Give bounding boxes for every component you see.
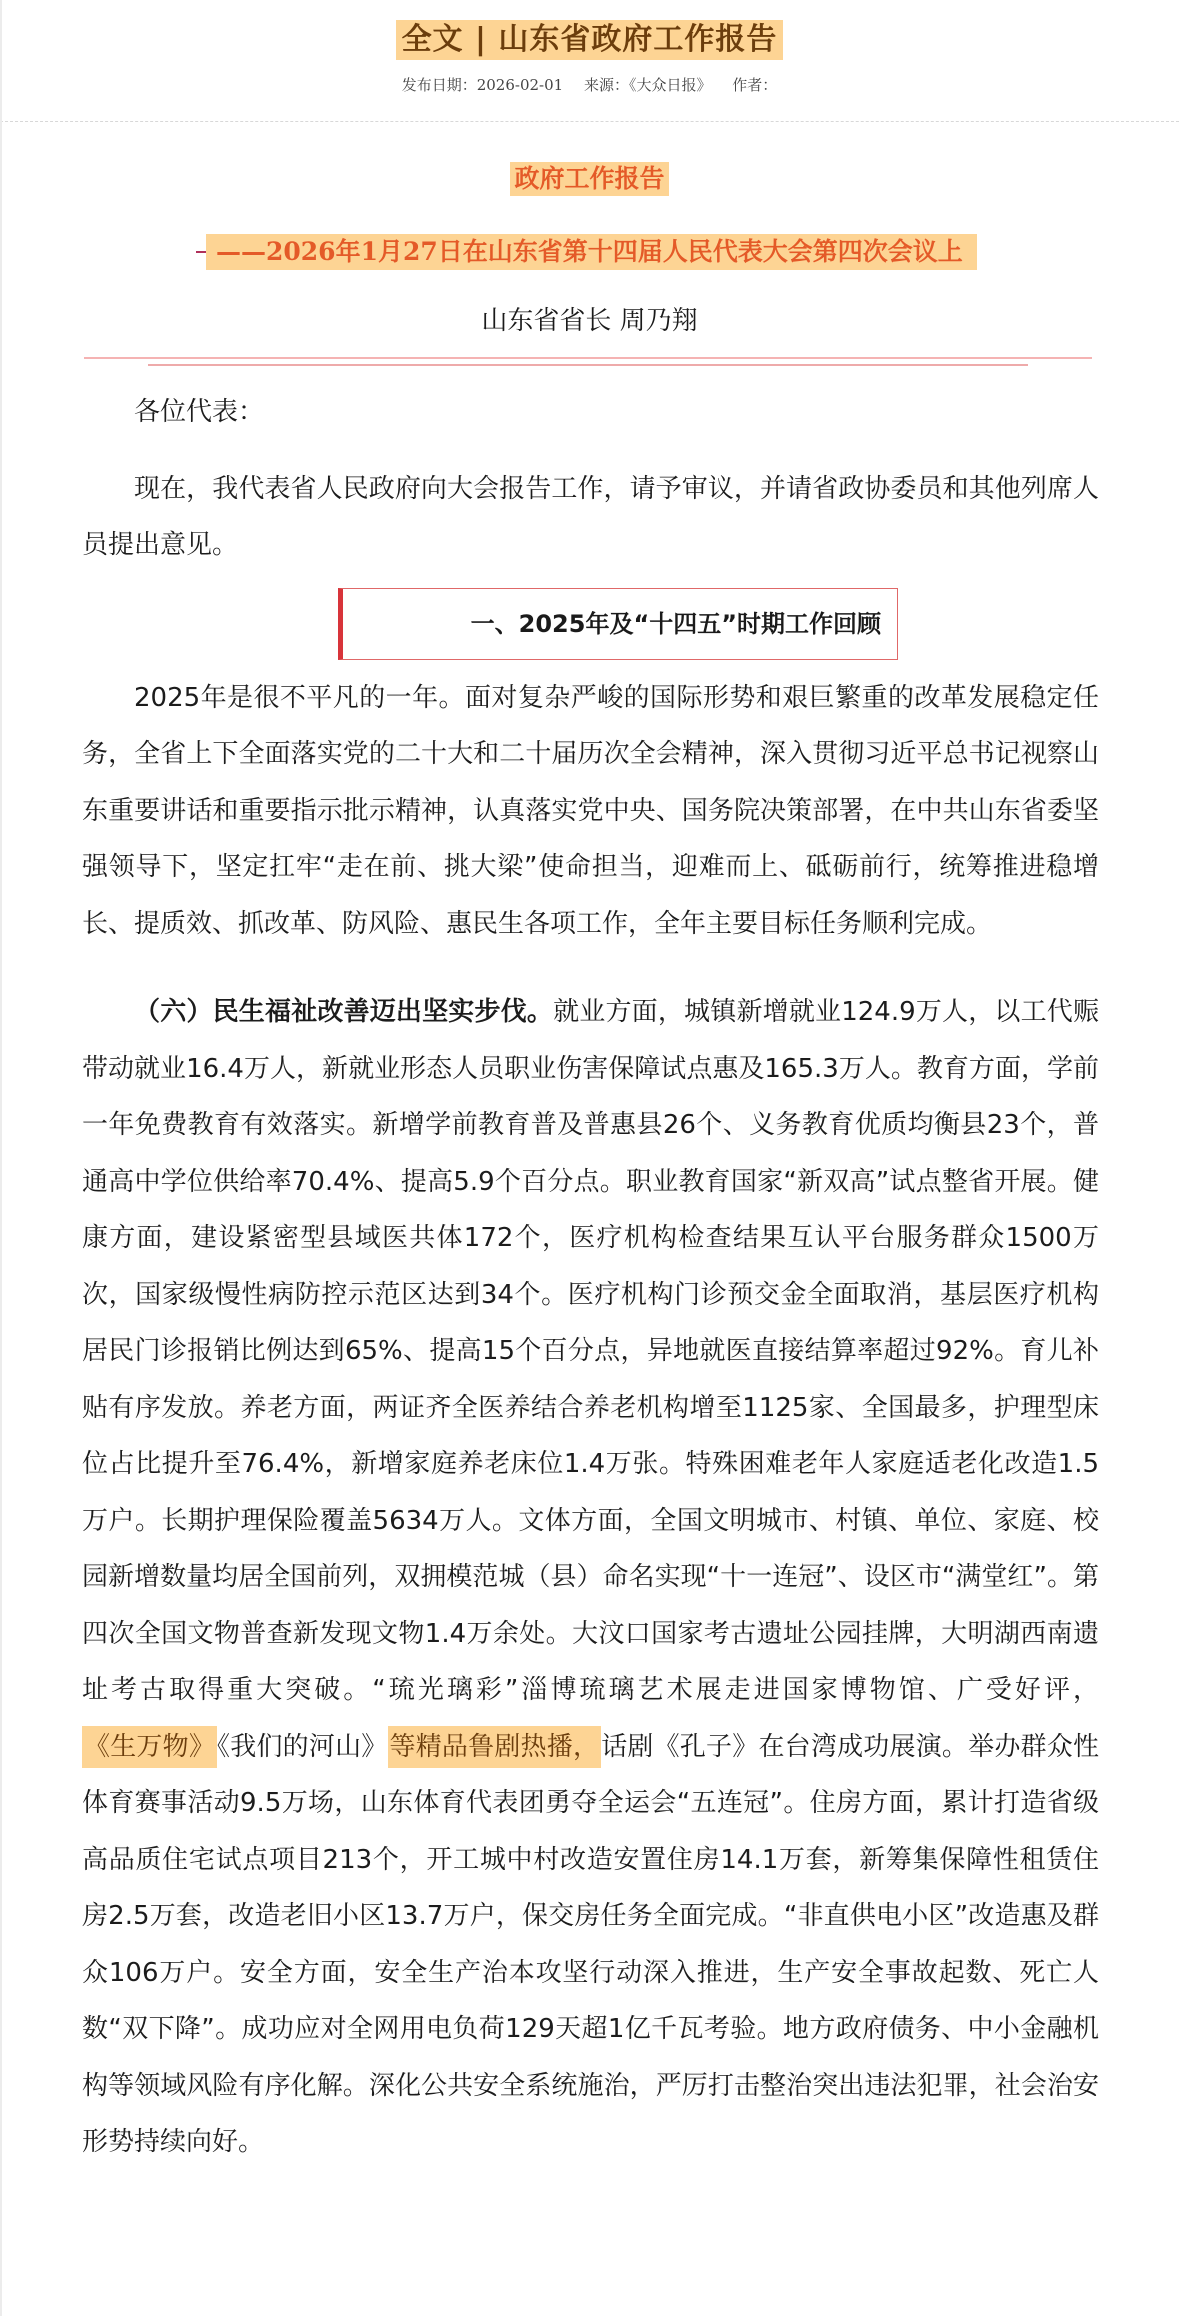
report-title: 政府工作报告 — [510, 162, 668, 196]
highlight-drama-2: 等精品鲁剧热播， — [388, 1726, 602, 1768]
source — [584, 76, 712, 94]
report-subtitle-wrap — [0, 234, 1179, 270]
intro-paragraph: 现在，我代表省人民政府向大会报告工作，请予审议，并请省政协委员和其他列席人员提出意见。 — [82, 473, 1099, 560]
paragraph-overview: 2025年是很不平凡的一年。面对复杂严峻的国际形势和艰巨繁重的改革发展稳定任务，全省上下全面落实党的二十大和二十届历次全会精神，深入贯彻习近平总书记视察山东重要讲话和重要指示批示精神，认真落实党中央、国务院决策部署，在中共山东省委坚强领导下，坚定扛牢“走在前、挑大梁”使命担当，迎难而上、砥砺前行，统筹推进稳增长、提质效、抓改革、防风险、惠民生各项工作，全年主要目标任务顺利完成。 — [82, 682, 1099, 939]
paragraph-lead: （六）民生福祉改善迈出坚实步伐。 — [134, 997, 554, 1027]
author-label: 作者： — [732, 76, 778, 94]
article-body — [0, 384, 1179, 2171]
article-header — [0, 0, 1179, 122]
highlight-drama-1: 《生万物》 — [82, 1726, 217, 1768]
divider-thick — [84, 357, 1092, 359]
paragraph-text-1: 就业方面，城镇新增就业124.9万人，以工代赈带动就业16.4万人，新就业形态人员职业伤害保障试点惠及165.3万人。教育方面，学前一年免费教育有效落实。新增学前教育普及普惠县26个、义务教育优质均衡县23个，普通高中学位供给率70.4%、提高5.9个百分点。职业教育国家“新双高”试点整省开展。健康方面，建设紧密型县域医共体172个，医疗机构检查结果互认平台服务群众1500万次，国家级慢性病防控示范区达到34个。医疗机构门诊预交金全面取消，基层医疗机构居民门诊报销比例达到65%、提高15个百分点，异地就医直接结算率超过92%。育儿补贴有序发放。养老方面，两证齐全医养结合养老机构增至1125家、全国最多，护理型床位占比提升至76.4%，新增家庭养老床位1.4万张。特殊困难老年人家庭适老化改造1.5万户。长期护理保险覆盖5634万人。文体方面，全国文明城市、村镇、单位、家庭、校园新增数量均居全国前列，双拥模范城（县）命名实现“十一连冠”、设区市“满堂红”。第四次全国文物普查新发现文物1.4万余处。大汶口国家考古遗址公园挂牌，大明湖西南遗址考古取得重大突破。“琉光璃彩”淄博琉璃艺术展走进国家博物馆、广受好评， — [82, 997, 1099, 1705]
section-heading: 一、2025年及“十四五”时期工作回顾 — [338, 588, 898, 660]
article-title: 全文 | 山东省政府工作报告 — [396, 20, 784, 60]
report-author: 山东省省长 周乃翔 — [481, 306, 698, 336]
paragraph-text-3: 话剧《孔子》在台湾成功展演。举办群众性体育赛事活动9.5万场，山东体育代表团勇夺全运会“五连冠”。住房方面，累计打造省级高品质住宅试点项目213个，开工城中村改造安置住房14.1万套，新筹集保障性租赁住房2.5万套，改造老旧小区13.7万户，保交房任务全面完成。“非直供电小区”改造惠及群众106万户。安全方面，安全生产治本攻坚行动深入推进，生产安全事故起数、死亡人数“双下降”。成功应对全网用电负荷129天超1亿千瓦考验。地方政府债务、中小金融机构等领域风险有序化解。深化公共安全系统施治，严厉打击整治突出违法犯罪，社会治安形势持续向好。 — [82, 1731, 1099, 2157]
paragraph-livelihood — [82, 984, 1099, 2171]
publish-date-value: 2026-02-01 — [476, 76, 564, 94]
publish-date-label: 发布日期： — [401, 76, 477, 94]
dash-lead-decoration — [196, 251, 206, 253]
page-left-border — [0, 0, 2, 2316]
publish-date — [402, 76, 564, 94]
source-label: 来源： — [583, 76, 629, 94]
report-heading — [0, 122, 1179, 366]
greeting: 各位代表： — [134, 397, 265, 427]
source-value: 《大众日报》 — [628, 76, 712, 94]
report-subtitle: ——2026年1月27日在山东省第十四届人民代表大会第四次会议上 — [206, 234, 977, 270]
section-heading-wrap — [82, 588, 1099, 660]
paragraph-text-2: 《我们的河山》 — [217, 1731, 388, 1762]
divider-thin — [148, 364, 1028, 366]
article-meta — [0, 74, 1179, 95]
